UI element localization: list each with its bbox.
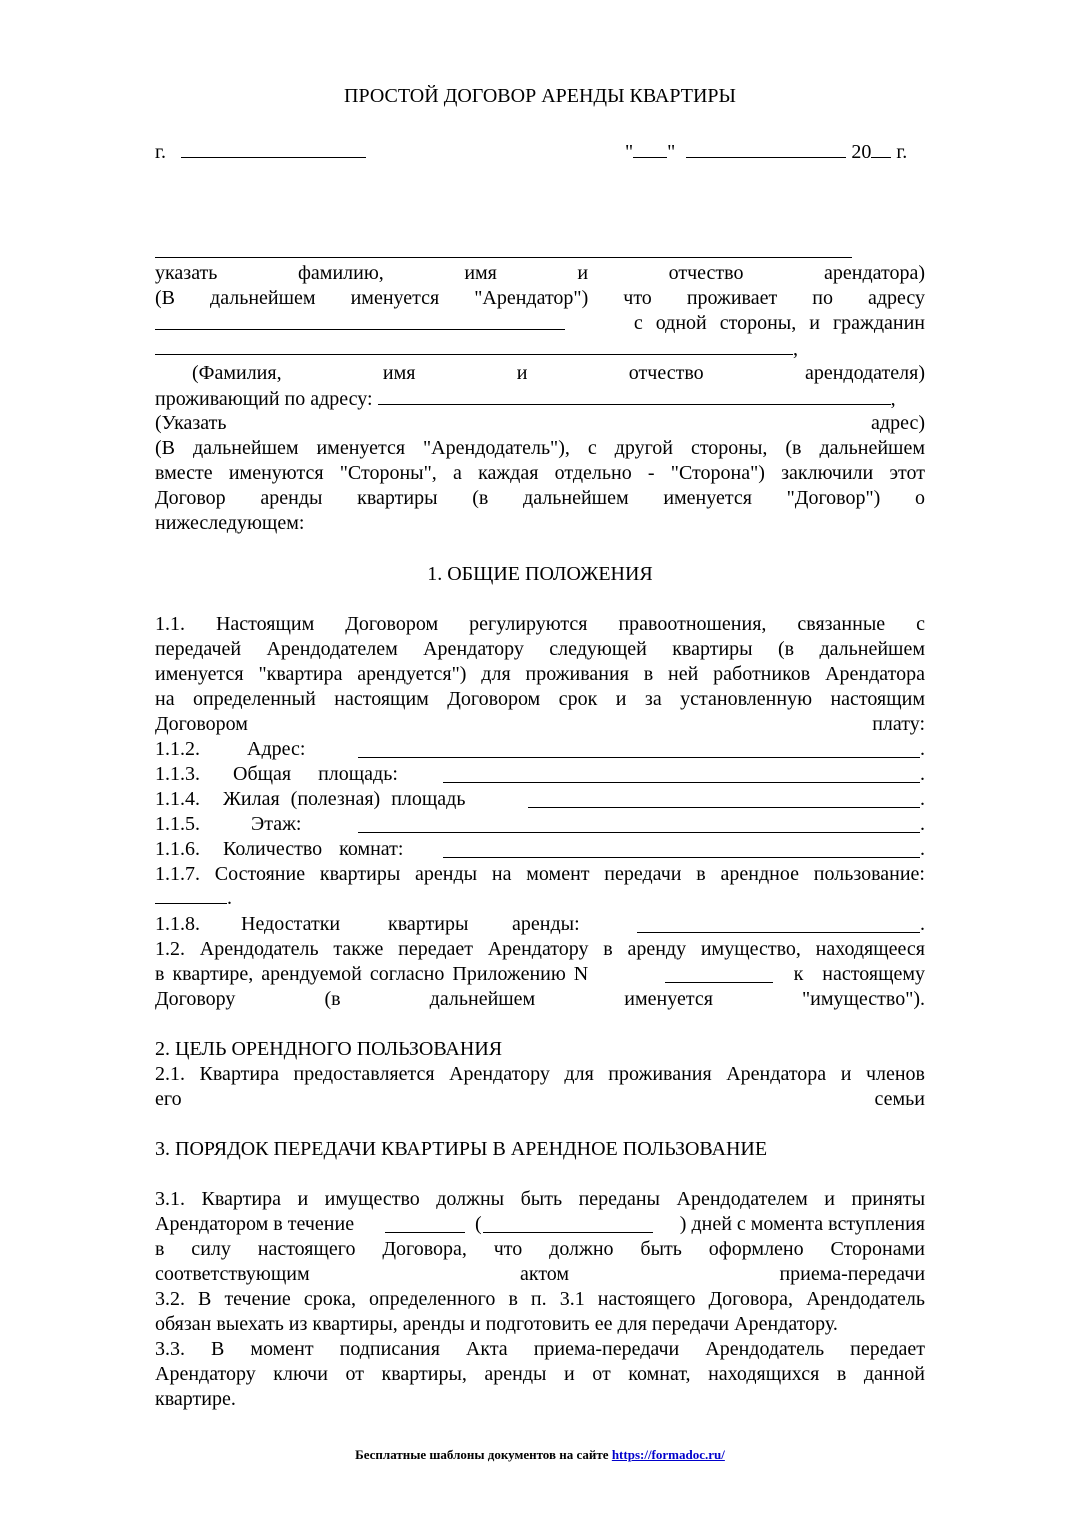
clause-line: именуется "квартира арендуется") для проживания в ней работников Арендатора — [155, 663, 925, 685]
period: . — [920, 763, 925, 785]
month-blank — [686, 139, 846, 158]
landlord-hint-line — [192, 361, 925, 386]
hint-word: отчество — [668, 262, 744, 284]
text-word: что — [623, 287, 652, 309]
item-number: 1.1.4. — [155, 788, 200, 810]
comma: , — [890, 388, 896, 410]
period: . — [920, 813, 925, 835]
rooms-blank — [443, 839, 920, 858]
footer — [0, 1447, 1080, 1463]
item-number: 1.1.6. — [155, 838, 200, 860]
text-word: аренды: — [512, 913, 580, 935]
tenant-name-line — [155, 257, 852, 258]
text-word: по — [812, 287, 833, 309]
total-area-blank — [443, 764, 920, 783]
year-suffix: г. — [896, 141, 908, 163]
clause-line — [155, 1262, 925, 1287]
text-word: именуется — [624, 988, 713, 1010]
text-word: именуется — [350, 287, 440, 309]
preamble-line: нижеследующем: — [155, 512, 305, 534]
preamble-line: (В дальнейшем именуется "Арендодатель"), с другой стороны, (в дальнейшем — [155, 437, 925, 459]
hint-word: имя — [464, 262, 497, 284]
landlord-name-line — [155, 336, 925, 362]
hint-word: и — [577, 262, 589, 284]
clause-line — [155, 962, 925, 987]
text-fragment: Арендатором в течение — [155, 1213, 355, 1235]
item-defects — [155, 912, 925, 937]
landlord-address-blank — [378, 386, 891, 405]
preamble-line: Договор аренды квартиры (в дальнейшем именуется "Договор") о — [155, 487, 925, 509]
clause-line: 3.1. Квартира и имущество должны быть переданы Арендодателем и приняты — [155, 1188, 925, 1210]
period: . — [227, 887, 232, 909]
text-word: (в — [324, 988, 341, 1010]
item-condition: 1.1.7. Состояние квартиры аренды на момент передачи в арендное пользование: — [155, 863, 925, 885]
clause-line: передачей Арендодателем Арендатору следующей квартиры (в дальнейшем — [155, 638, 925, 660]
footer-link[interactable]: https://formadoc.ru/ — [611, 1447, 725, 1462]
year-blank — [871, 139, 891, 158]
address-blank — [358, 739, 920, 758]
hint-word: отчество — [628, 362, 704, 384]
text-word: дальнейшем — [429, 988, 536, 1010]
section-1-heading: 1. ОБЩИЕ ПОЛОЖЕНИЯ — [427, 563, 653, 585]
city-prefix: г. — [155, 141, 166, 163]
text-fragment: ) дней с момента вступления — [679, 1213, 925, 1235]
text-word: квартиры — [388, 913, 469, 935]
text-word: семьи — [874, 1088, 925, 1110]
text-word: актом — [520, 1263, 570, 1285]
address-hint-line — [155, 411, 925, 436]
text-word: (В — [155, 287, 175, 309]
hint-word: (Фамилия, — [192, 362, 282, 384]
tenant-address-blank — [155, 311, 565, 330]
tenant-address-line — [155, 311, 925, 337]
clause-line: 2.1. Квартира предоставляется Арендатору для проживания Арендатора и членов — [155, 1063, 925, 1085]
clause-line: 3.2. В течение срока, определенного в п. 3.1 настоящего Договора, Арендодатель — [155, 1288, 925, 1310]
text-word: Договором — [155, 713, 248, 735]
item-label: Жилая (полезная) площадь — [223, 788, 466, 810]
text-word: адресу — [867, 287, 926, 309]
section-2-heading: 2. ЦЕЛЬ ОРЕНДНОГО ПОЛЬЗОВАНИЯ — [155, 1038, 503, 1060]
document-title: ПРОСТОЙ ДОГОВОР АРЕНДЫ КВАРТИРЫ — [344, 85, 736, 107]
text-fragment: к настоящему — [793, 963, 925, 985]
date-quote-close: " — [667, 141, 676, 163]
text-word: "Арендатор") — [474, 287, 589, 309]
item-number: 1.1.5. — [155, 813, 200, 835]
clause-line: квартире. — [155, 1388, 236, 1410]
text-word: приема-передачи — [779, 1263, 926, 1285]
year-prefix: 20 — [851, 141, 872, 163]
item-rooms — [155, 837, 925, 862]
item-number: 1.1.2. — [155, 738, 200, 760]
tenant-hint-line — [155, 261, 925, 286]
other-party-text: с одной стороны, и гражданин — [633, 312, 925, 334]
item-label: Количество комнат: — [223, 838, 404, 860]
floor-blank — [358, 814, 920, 833]
period: . — [920, 913, 925, 935]
hint-word: арендатора) — [824, 262, 926, 284]
living-area-blank — [528, 789, 920, 808]
text-word: Договору — [155, 988, 236, 1010]
item-number: 1.1.8. — [155, 913, 200, 935]
hint-word: арендодателя) — [804, 362, 926, 384]
period: . — [920, 738, 925, 760]
text-fragment: в квартире, арендуемой согласно Приложению N — [155, 963, 589, 985]
date-line — [625, 139, 925, 165]
text-word: проживает — [686, 287, 778, 309]
clause-line: 1.2. Арендодатель также передает Арендатору в аренду имущество, находящееся — [155, 938, 925, 960]
clause-line: Арендатору ключи от квартиры, аренды и от комнат, находящихся в данной — [155, 1363, 925, 1385]
text-word: соответствующим — [155, 1263, 310, 1285]
clause-line — [155, 1087, 925, 1112]
clause-line — [155, 712, 925, 737]
defects-blank — [637, 914, 920, 933]
text-word: плату: — [872, 713, 925, 735]
clause-line — [155, 1212, 925, 1237]
landlord-name-blank — [155, 336, 793, 355]
day-blank — [633, 139, 667, 158]
item-label: Адрес: — [247, 738, 306, 760]
hint-word: (Указать — [155, 412, 227, 434]
item-living-area — [155, 787, 925, 812]
hint-word: имя — [382, 362, 416, 384]
hint-word: и — [516, 362, 528, 384]
clause-line: в силу настоящего Договора, что должно быть оформлено Сторонами — [155, 1238, 925, 1260]
period: . — [920, 788, 925, 810]
days-number-blank — [385, 1214, 465, 1233]
item-label: Общая площадь: — [233, 763, 398, 785]
text-word: Недостатки — [241, 913, 341, 935]
item-floor — [155, 812, 925, 837]
footer-text: Бесплатные шаблоны документов на сайте — [355, 1447, 609, 1462]
text-word: дальнейшем — [210, 287, 316, 309]
item-label: Этаж: — [251, 813, 302, 835]
clause-line: 3.3. В момент подписания Акта приема-передачи Арендодатель передает — [155, 1338, 925, 1360]
date-quote-open: " — [625, 141, 634, 163]
preamble-line: вместе именуются "Стороны", а каждая отдельно - "Сторона") заключили этот — [155, 462, 925, 484]
item-total-area — [155, 762, 925, 787]
tenant-alias-line — [155, 286, 925, 311]
condition-line — [155, 885, 925, 911]
condition-blank — [155, 885, 227, 904]
hint-word: указать — [155, 262, 218, 284]
hint-word: адрес) — [871, 412, 925, 434]
comma: , — [793, 338, 798, 360]
text-word: его — [155, 1088, 182, 1110]
appendix-number-blank — [665, 964, 773, 983]
text-word: "имущество"). — [801, 988, 926, 1010]
item-address — [155, 737, 925, 762]
clause-line: обязан выехать из квартиры, аренды и подготовить ее для передачи Арендатору. — [155, 1313, 838, 1335]
landlord-address-line — [155, 386, 925, 412]
hint-word: фамилию, — [297, 262, 384, 284]
section-3-heading: 3. ПОРЯДОК ПЕРЕДАЧИ КВАРТИРЫ В АРЕНДНОЕ ПОЛЬЗОВАНИЕ — [155, 1138, 768, 1160]
clause-line: на определенный настоящим Договором срок и за установленную настоящим — [155, 688, 925, 710]
clause-line: 1.1. Настоящим Договором регулируются правоотношения, связанные с — [155, 613, 925, 635]
address-label: проживающий по адресу: — [155, 388, 373, 410]
days-words-blank — [483, 1214, 653, 1233]
paren: ( — [475, 1213, 482, 1235]
period: . — [920, 838, 925, 860]
city-blank — [181, 139, 366, 158]
clause-line — [155, 987, 925, 1012]
item-number: 1.1.3. — [155, 763, 200, 785]
